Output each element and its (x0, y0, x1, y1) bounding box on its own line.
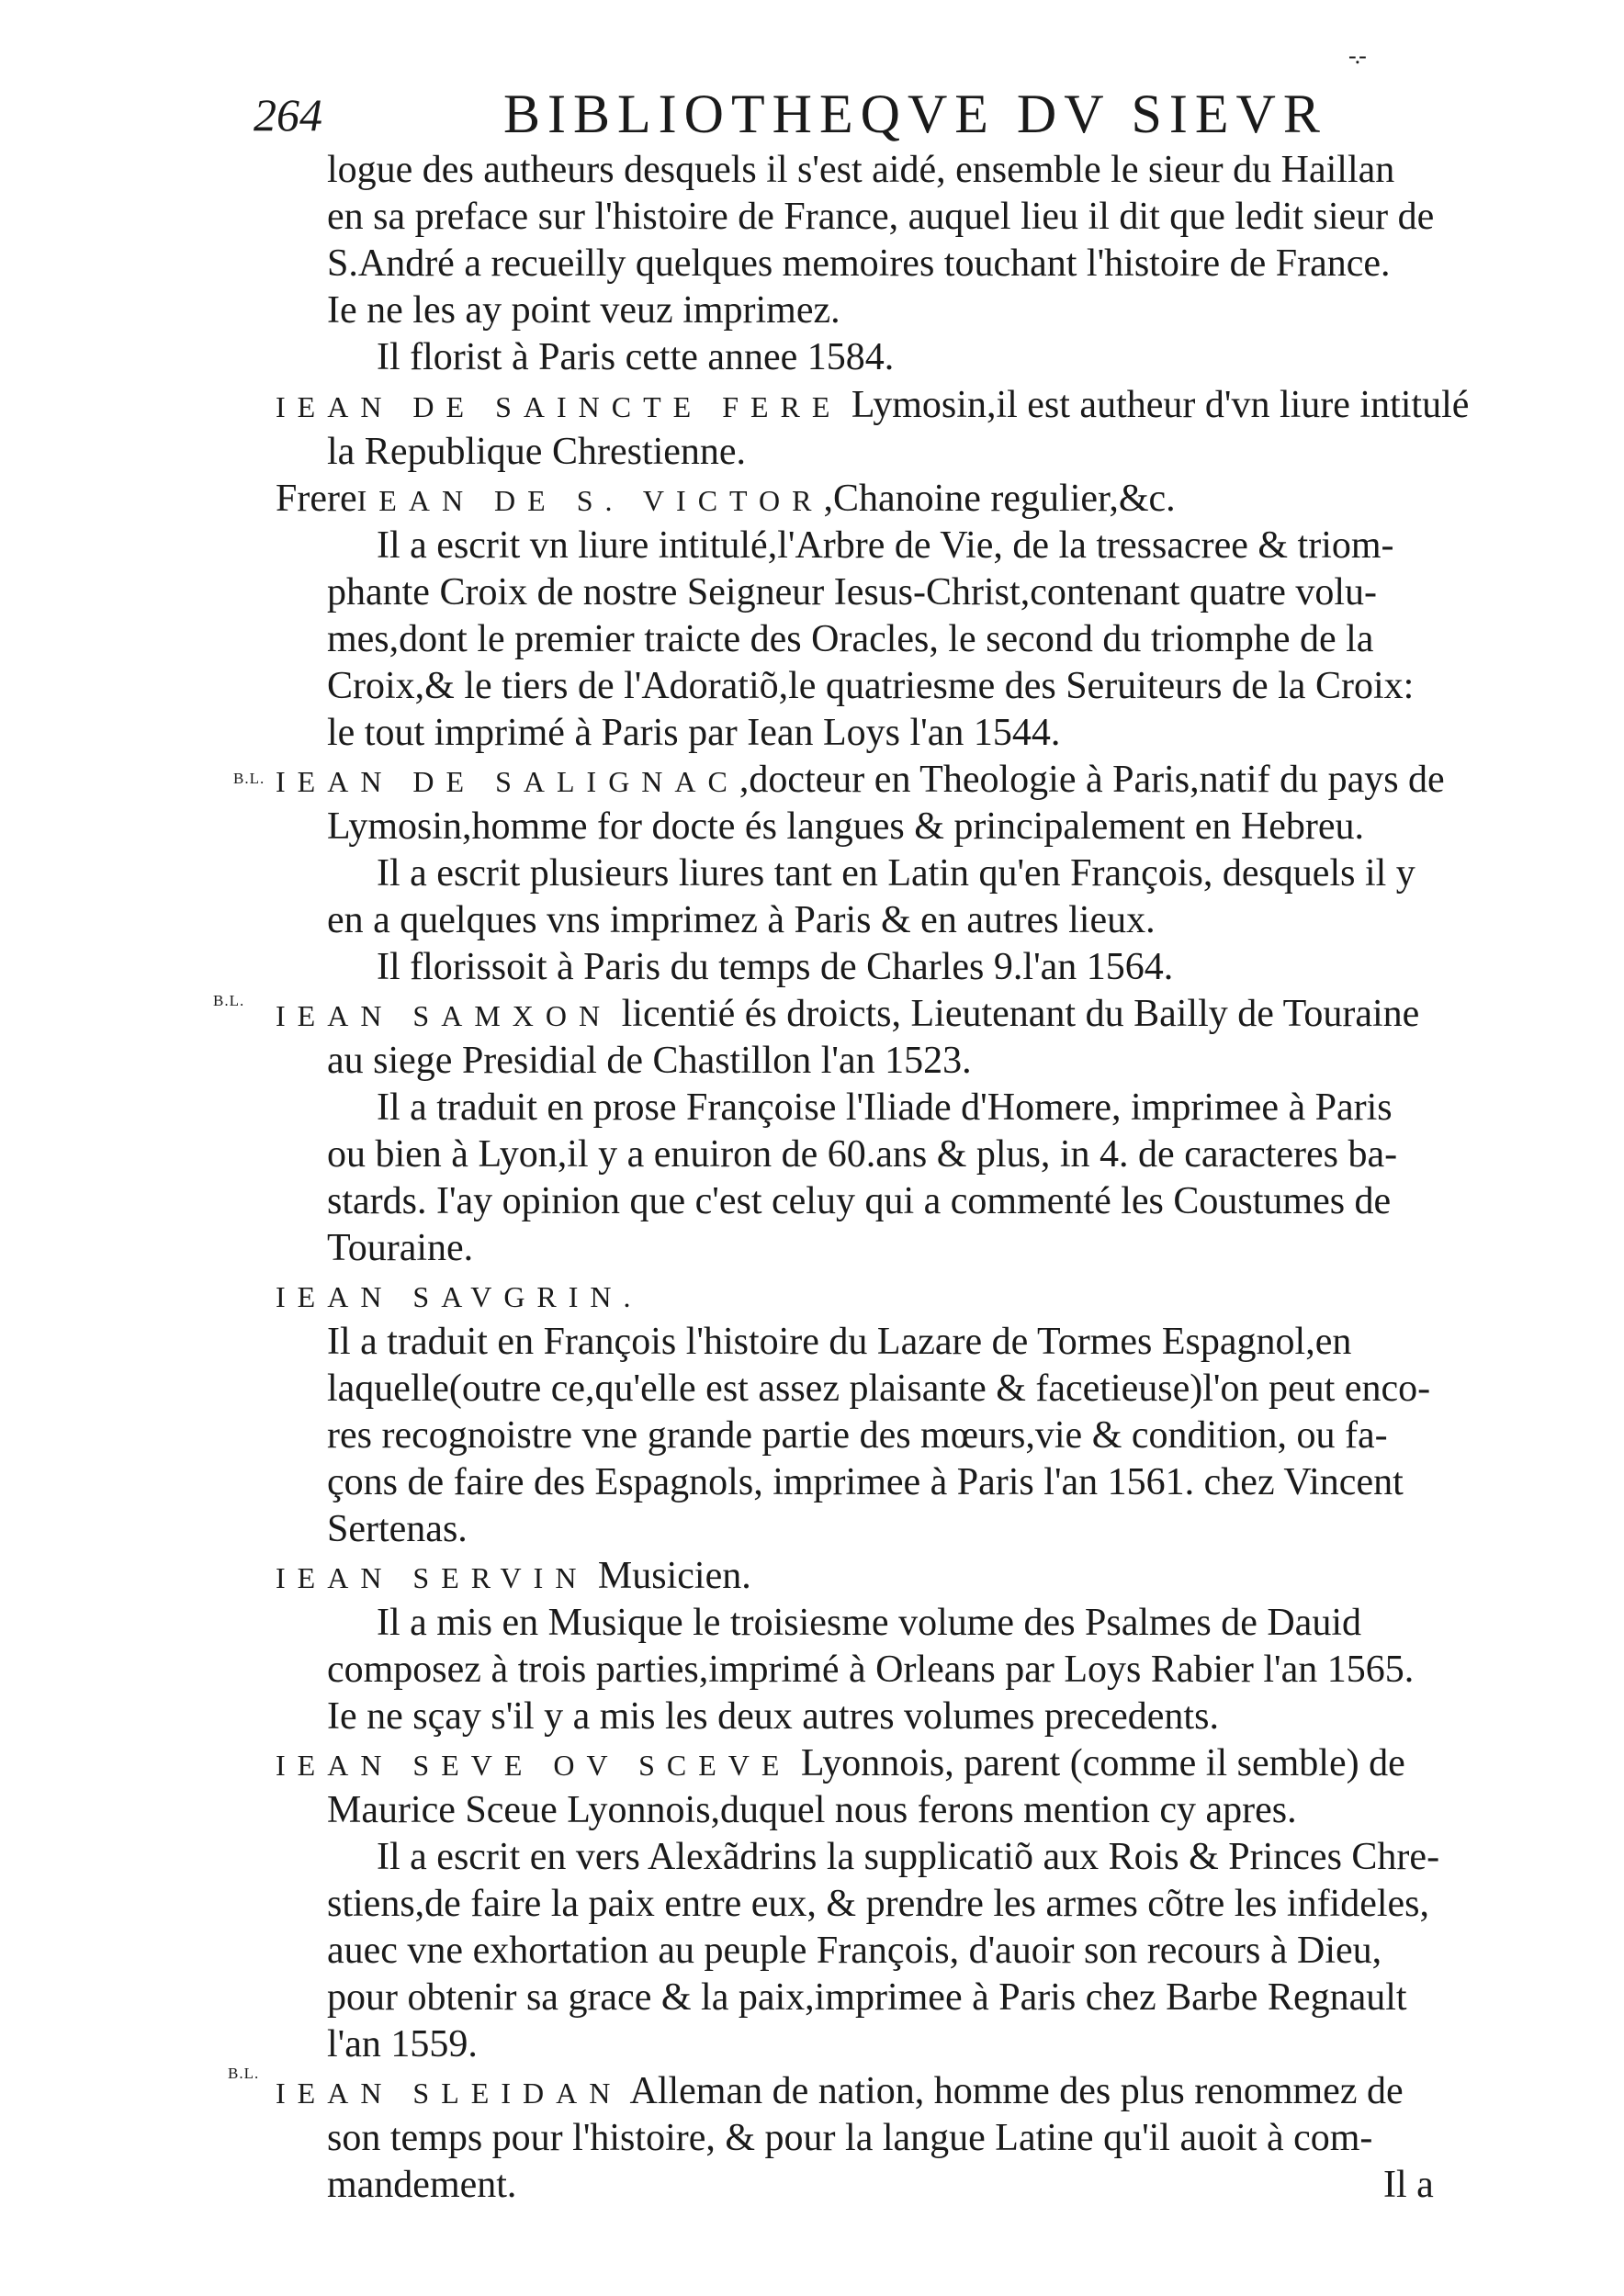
text-line: auec vne exhortation au peuple François, d'auoir son recours à Dieu, (327, 1930, 1382, 1972)
text-line: Il a traduit en prose Françoise l'Iliade d'Homere, imprimee à Paris (377, 1086, 1393, 1129)
text-line: ou bien à Lyon,il y a enuiron de 60.ans & plus, in 4. de caracteres ba- (327, 1133, 1398, 1176)
entry-prefix: Frere (276, 478, 357, 520)
text-line: mes,dont le premier traicte des Oracles, le second du triomphe de la (327, 618, 1374, 660)
author-name: IEAN DE S. VICTOR (356, 484, 824, 517)
text-line: son temps pour l'histoire, & pour la langue Latine qu'il auoit à com- (327, 2117, 1373, 2159)
text-line: Il a escrit en vers Alexãdrins la supplicatiõ aux Rois & Princes Chre- (377, 1836, 1440, 1878)
corner-mark: -.- (1348, 42, 1365, 69)
text-line: S.André a recueilly quelques memoires touchant l'histoire de France. (327, 242, 1391, 285)
author-name: IEAN SERVIN (276, 1561, 589, 1594)
entry-text: Lyonnois, parent (comme il semble) de (800, 1742, 1405, 1784)
text-line: Sertenas. (327, 1508, 468, 1550)
text-line: en a quelques vns imprimez à Paris & en autres lieux. (327, 899, 1156, 941)
text-line: logue des autheurs desquels il s'est aidé, ensemble le sieur du Haillan (327, 149, 1395, 191)
text-line: le tout imprimé à Paris par Iean Loys l'an 1544. (327, 712, 1061, 754)
text-line: Il a mis en Musique le troisiesme volume des Psalmes de Dauid (377, 1602, 1361, 1644)
entry-line (276, 991, 1419, 1039)
author-name: IEAN SAVGRIN. (276, 1280, 643, 1313)
entry-line (276, 382, 1469, 430)
text-line: mandement. (327, 2164, 517, 2206)
author-name: IEAN SLEIDAN (276, 2077, 623, 2110)
entry-line (276, 1553, 751, 1601)
text-line: phante Croix de nostre Seigneur Iesus-Christ,contenant quatre volu- (327, 571, 1378, 613)
catchword: Il a (1383, 2164, 1434, 2206)
text-line: en sa preface sur l'histoire de France, auquel lieu il dit que ledit sieur de (327, 196, 1435, 238)
text-line: Il a escrit vn liure intitulé,l'Arbre de Vie, de la tressacree & triom- (377, 524, 1394, 567)
text-line: la Republique Chrestienne. (327, 431, 747, 473)
text-line: Touraine. (327, 1227, 474, 1269)
text-line: Ie ne sçay s'il y a mis les deux autres volumes precedents. (327, 1695, 1219, 1738)
text-line: laquelle(outre ce,qu'elle est assez plaisante & facetieuse)l'on peut enco- (327, 1367, 1431, 1410)
text-line: çons de faire des Espagnols, imprimee à Paris l'an 1561. chez Vincent (327, 1461, 1404, 1503)
entry-text: Alleman de nation, homme des plus renommez de (629, 2070, 1404, 2112)
text-line: l'an 1559. (327, 2023, 478, 2065)
text-line: Croix,& le tiers de l'Adoratiõ,le quatriesme des Seruiteurs de la Croix: (327, 665, 1415, 707)
text-line: Il florissoit à Paris du temps de Charles 9.l'an 1564. (377, 946, 1174, 988)
text-line: Il a escrit plusieurs liures tant en Latin qu'en François, desquels il y (377, 852, 1415, 895)
entry-text: ,docteur en Theologie à Paris,natif du pays de (739, 759, 1445, 801)
text-line: au siege Presidial de Chastillon l'an 1523. (327, 1040, 972, 1082)
author-name: IEAN DE SALIGNAC (276, 765, 739, 798)
margin-note: B.L. (233, 770, 265, 787)
running-title: BIBLIOTHEQVE DV SIEVR (503, 84, 1327, 144)
entry-line (276, 1740, 1405, 1788)
author-name: IEAN DE SAINCTE FERE (276, 390, 842, 423)
text-line: Ie ne les ay point veuz imprimez. (327, 289, 840, 332)
text-line: stiens,de faire la paix entre eux, & prendre les armes cõtre les infideles, (327, 1883, 1430, 1925)
entry-line (276, 757, 1445, 805)
text-line: stards. I'ay opinion que c'est celuy qui a commenté les Coustumes de (327, 1180, 1392, 1222)
text-line: Maurice Sceue Lyonnois,duquel nous ferons mention cy apres. (327, 1789, 1297, 1831)
author-name: IEAN SAMXON (276, 999, 613, 1032)
entry-line (276, 476, 1176, 523)
text-line: Lymosin,homme for docte és langues & principalement en Hebreu. (327, 805, 1365, 848)
entry-text: ,Chanoine regulier,&c. (823, 478, 1176, 520)
margin-note: B.L. (228, 2065, 260, 2082)
text-line: res recognoistre vne grande partie des mœurs,vie & condition, ou fa- (327, 1414, 1388, 1457)
entry-text: licentié és droicts, Lieutenant du Bailly de Touraine (621, 993, 1420, 1035)
text-line: Il a traduit en François l'histoire du Lazare de Tormes Espagnol,en (327, 1321, 1352, 1363)
entry-text: Lymosin,il est autheur d'vn liure intitulé (851, 384, 1470, 426)
entry-line (276, 1272, 643, 1320)
page-number: 264 (254, 89, 322, 141)
entry-text: Musicien. (597, 1555, 751, 1597)
margin-note: B.L. (213, 992, 245, 1009)
entry-line (276, 2068, 1404, 2116)
text-line: Il florist à Paris cette annee 1584. (377, 336, 895, 378)
author-name: IEAN SEVE OV SCEVE (276, 1749, 792, 1782)
text-line: composez à trois parties,imprimé à Orleans par Loys Rabier l'an 1565. (327, 1649, 1415, 1691)
text-line: pour obtenir sa grace & la paix,imprimee à Paris chez Barbe Regnault (327, 1976, 1407, 2019)
